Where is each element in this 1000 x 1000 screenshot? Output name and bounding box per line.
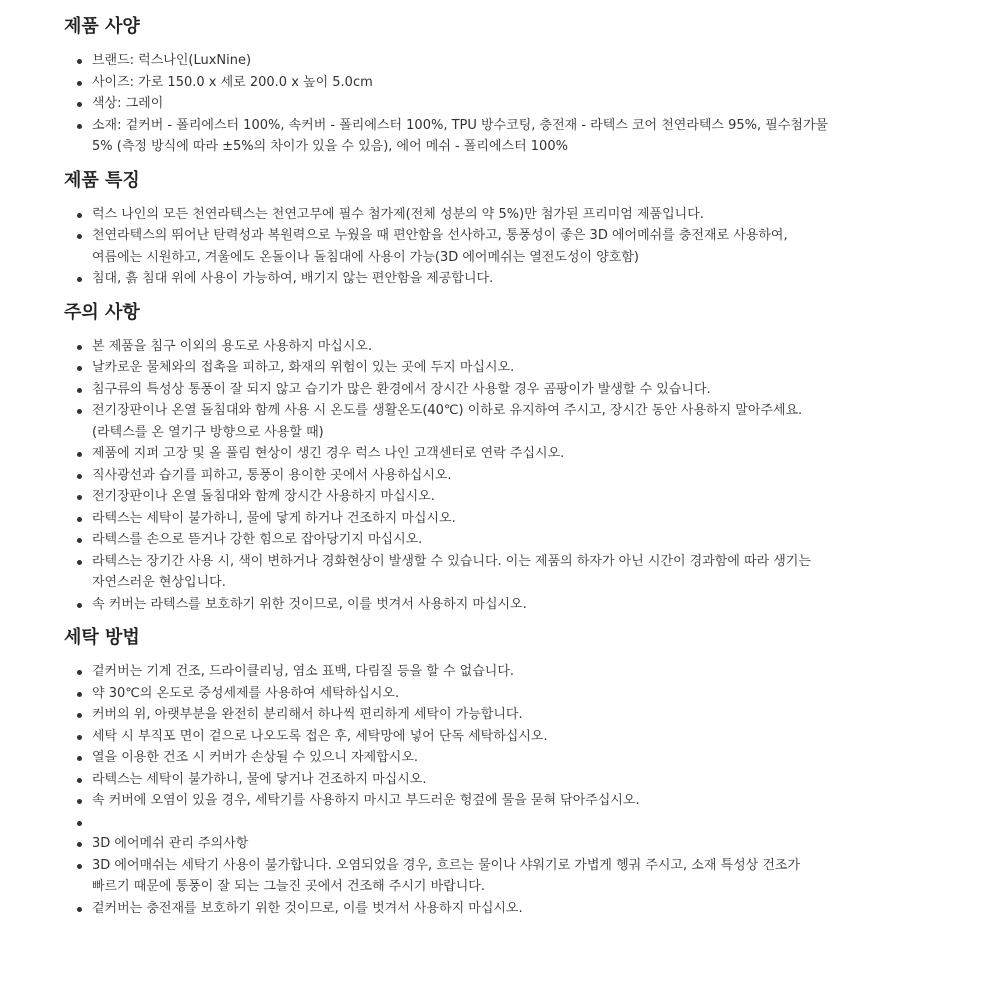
list-item: 라텍스는 장기간 사용 시, 색이 변하거나 경화현상이 발생할 수 있습니다. 이는 제품의 하자가 아닌 시간이 경과함에 따라 생기는 자연스러운 현상입니다.	[92, 551, 834, 594]
section-title: 제품 특징	[64, 169, 140, 191]
list-item: 라텍스는 세탁이 불가하니, 물에 닿거나 건조하지 마십시오.	[92, 769, 834, 791]
list-item: 본 제품을 침구 이외의 용도로 사용하지 마십시오.	[92, 336, 834, 358]
list-item: 제품에 지퍼 고장 및 올 풀림 현상이 생긴 경우 럭스 나인 고객센터로 연락 주십시오.	[92, 443, 834, 465]
list-item: 전기장판이나 온열 돌침대와 함께 장시간 사용하지 마십시오.	[92, 486, 834, 508]
list-item: 속 커버에 오염이 있을 경우, 세탁기를 사용하지 마시고 부드러운 헝겊에 물을 묻혀 닦아주십시오.	[92, 790, 834, 812]
list-item: 속 커버는 라텍스를 보호하기 위한 것이므로, 이를 벗겨서 사용하지 마십시오.	[92, 594, 834, 616]
washing-list	[64, 661, 834, 919]
list-item: 겉커버는 충전재를 보호하기 위한 것이므로, 이를 벗겨서 사용하지 마십시오.	[92, 898, 834, 920]
list-item: 날카로운 물체와의 접촉을 피하고, 화재의 위험이 있는 곳에 두지 마십시오.	[92, 357, 834, 379]
list-item: 소재: 겉커버 - 폴리에스터 100%, 속커버 - 폴리에스터 100%, TPU 방수코팅, 충전재 - 라텍스 코어 천연라텍스 95%, 필수첨가물 5% (측정 방식에 따라 ±5%의 차이가 있을 수 있음), 에어 메쉬 - 폴리에스터 100%	[92, 115, 834, 158]
list-item: 라텍스를 손으로 뜯거나 강한 힘으로 잡아당기지 마십시오.	[92, 529, 834, 551]
list-item-empty	[92, 812, 834, 834]
section-title: 주의 사항	[64, 301, 140, 323]
cautions-list	[64, 336, 834, 616]
section-title: 제품 사양	[64, 16, 140, 37]
list-item: 커버의 위, 아랫부분을 완전히 분리해서 하나씩 편리하게 세탁이 가능합니다.	[92, 704, 834, 726]
section-title: 세탁 방법	[64, 627, 140, 648]
section-product-spec	[64, 12, 834, 158]
product-detail-content	[64, 12, 834, 927]
spec-list	[64, 50, 834, 158]
features-list	[64, 204, 834, 290]
list-item: 직사광선과 습기를 피하고, 통풍이 용이한 곳에서 사용하십시오.	[92, 465, 834, 487]
list-item: 3D 에어메쉬 관리 주의사항	[92, 833, 834, 855]
list-item: 약 30℃의 온도로 중성세제를 사용하여 세탁하십시오.	[92, 683, 834, 705]
list-item: 천연라텍스의 뛰어난 탄력성과 복원력으로 누웠을 때 편안함을 선사하고, 통풍성이 좋은 3D 에어메쉬를 충전재로 사용하여, 여름에는 시원하고, 겨울에도 온돌이나 돌침대에 사용이 가능(3D 에어메쉬는 열전도성이 양호함)	[92, 225, 834, 268]
section-product-features	[64, 166, 834, 290]
list-item: 브랜드: 럭스나인(LuxNine)	[92, 50, 834, 72]
list-item: 전기장판이나 온열 돌침대와 함께 사용 시 온도를 생활온도(40℃) 이하로 유지하여 주시고, 장시간 동안 사용하지 말아주세요.(라텍스를 온 열기구 방향으로 사용할 때)	[92, 400, 834, 443]
list-item: 사이즈: 가로 150.0 x 세로 200.0 x 높이 5.0cm	[92, 72, 834, 94]
list-item: 라텍스는 세탁이 불가하니, 물에 닿게 하거나 건조하지 마십시오.	[92, 508, 834, 530]
list-item: 열을 이용한 건조 시 커버가 손상될 수 있으니 자제합시오.	[92, 747, 834, 769]
list-item: 럭스 나인의 모든 천연라텍스는 천연고무에 필수 첨가제(전체 성분의 약 5%)만 첨가된 프리미엄 제품입니다.	[92, 204, 834, 226]
list-item: 겉커버는 기계 건조, 드라이클리닝, 염소 표백, 다림질 등을 할 수 없습니다.	[92, 661, 834, 683]
list-item: 세탁 시 부직포 면이 겉으로 나오도록 접은 후, 세탁망에 넣어 단독 세탁하십시오.	[92, 726, 834, 748]
list-item: 색상: 그레이	[92, 93, 834, 115]
list-item: 3D 에어매쉬는 세탁기 사용이 불가합니다. 오염되었을 경우, 흐르는 물이나 샤워기로 가볍게 헹궈 주시고, 소재 특성상 건조가 빠르기 때문에 통풍이 잘 되는 그늘진 곳에서 건조해 주시기 바랍니다.	[92, 855, 834, 898]
list-item: 침대, 흙 침대 위에 사용이 가능하여, 배기지 않는 편안함을 제공합니다.	[92, 268, 834, 290]
list-item: 침구류의 특성상 통풍이 잘 되지 않고 습기가 많은 환경에서 장시간 사용할 경우 곰팡이가 발생할 수 있습니다.	[92, 379, 834, 401]
section-cautions	[64, 298, 834, 616]
section-washing	[64, 623, 834, 919]
